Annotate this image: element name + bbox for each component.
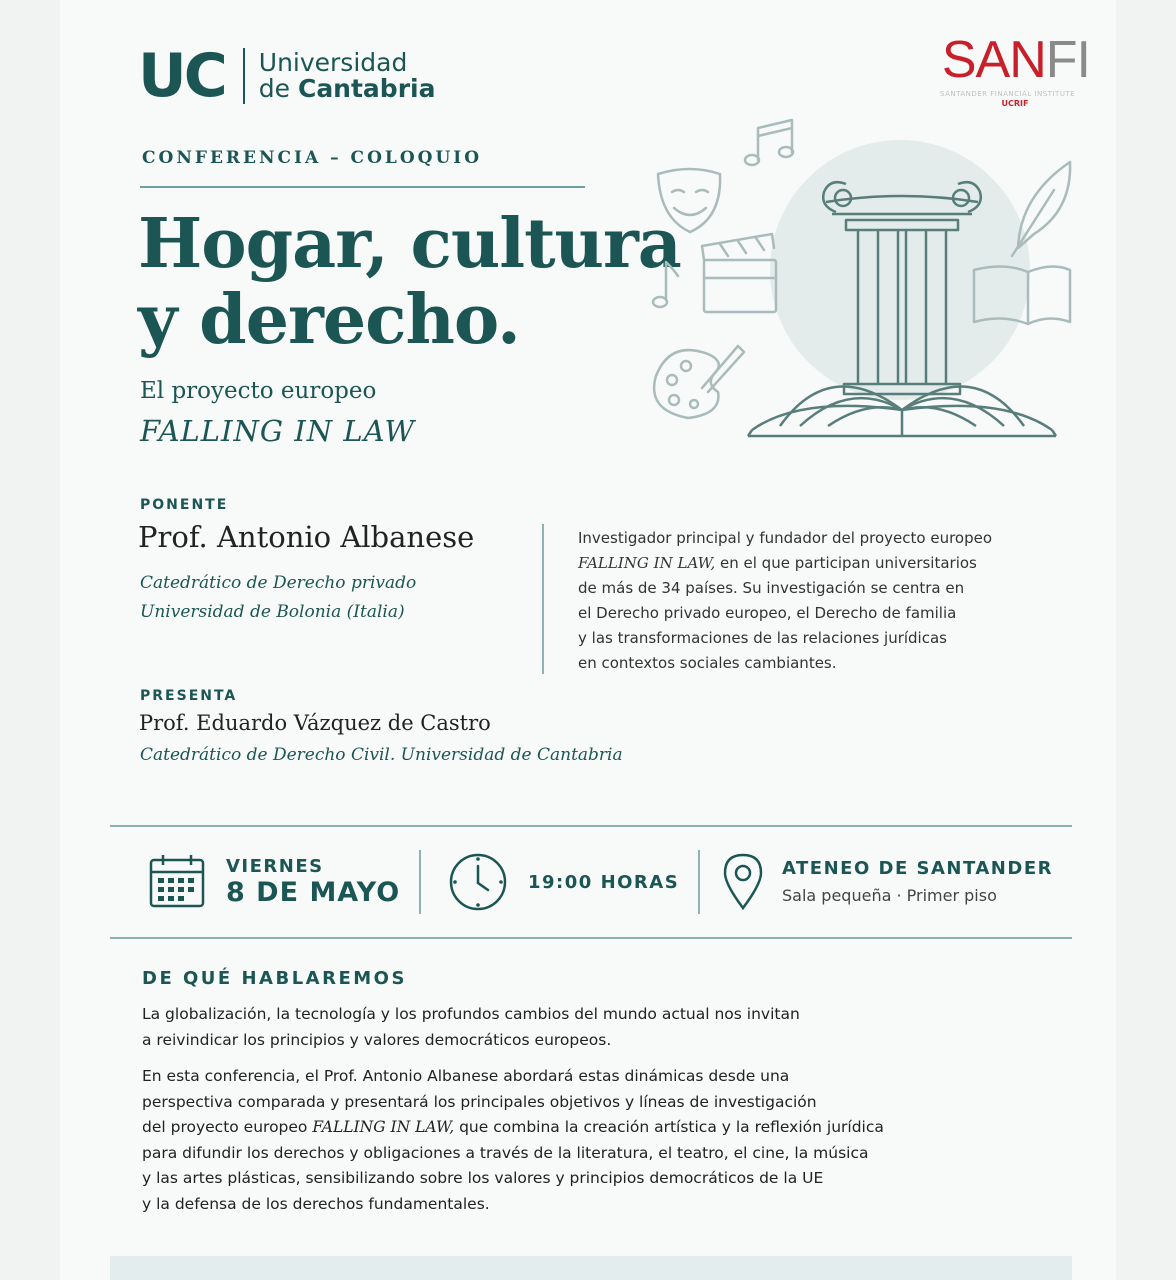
page-title <box>138 206 681 358</box>
bio-line5: y las transformaciones de las relaciones jurídicas <box>578 629 947 647</box>
uc-logo-mark: UC <box>138 41 225 111</box>
p2-project-name: FALLING IN LAW, <box>312 1118 455 1136</box>
theater-masks-icon <box>658 169 720 232</box>
bio-line6: en contextos sociales cambiantes. <box>578 654 837 672</box>
small-note-icon <box>653 262 678 307</box>
culture-illustration <box>640 110 1090 450</box>
bio-line1: Investigador principal y fundador del proyecto europeo <box>578 529 993 547</box>
sanfi-logo <box>940 31 1090 108</box>
music-notes-icon <box>745 120 793 165</box>
info-top-rule <box>110 825 1072 827</box>
event-venue-detail: Sala pequeña · Primer piso <box>782 886 997 905</box>
about-paragraph-2 <box>142 1064 942 1217</box>
uc-logo-line2-pre: de <box>258 74 298 103</box>
p2-line5: y las artes plásticas, sensibilizando sobre los valores y principios democráticos de la UE <box>142 1169 824 1187</box>
event-day: VIERNES <box>226 856 324 877</box>
about-heading: DE QUÉ HABLAREMOS <box>142 968 407 989</box>
p2-line3-pre: del proyecto europeo <box>142 1118 313 1136</box>
p2-line3-post: que combina la creación artística y la reflexión jurídica <box>454 1118 884 1136</box>
speaker-role <box>140 569 416 627</box>
info-divider-2 <box>698 850 700 914</box>
p2-line6: y la defensa de los derechos fundamentales. <box>142 1194 490 1213</box>
event-time: 19:00 HORAS <box>528 872 680 893</box>
bio-line2 <box>578 551 1038 576</box>
uc-logo <box>138 41 436 111</box>
info-divider-1 <box>419 850 421 914</box>
bio-project-name: FALLING IN LAW, <box>578 554 716 572</box>
speaker-bio <box>578 526 1038 676</box>
about-paragraph-1 <box>142 1002 922 1053</box>
quill-icon <box>1012 162 1070 256</box>
event-kicker: CONFERENCIA – COLOQUIO <box>142 148 483 168</box>
presenter-name: Prof. Eduardo Vázquez de Castro <box>139 711 491 735</box>
p2-line4: para difundir los derechos y obligaciones a través de la literatura, el teatro, el cine, la música <box>142 1143 869 1162</box>
sanfi-subtitle: SANTANDER FINANCIAL INSTITUTE <box>940 90 1076 98</box>
title-line-2: y derecho. <box>138 280 520 360</box>
kicker-divider <box>140 186 585 188</box>
uc-logo-line1: Universidad <box>258 47 408 77</box>
calendar-icon <box>148 852 206 910</box>
speaker-role-line2: Universidad de Bolonia (Italia) <box>140 602 405 622</box>
project-name: FALLING IN LAW <box>140 414 416 448</box>
speaker-name: Prof. Antonio Albanese <box>138 520 475 554</box>
info-bottom-rule <box>110 937 1072 939</box>
bio-line2-rest: en el que participan universitarios <box>715 554 977 572</box>
subtitle: El proyecto europeo <box>140 378 377 404</box>
p2-line1: En esta conferencia, el Prof. Antonio Albanese abordará estas dinámicas desde una <box>142 1067 790 1085</box>
sanfi-ucrif: UCRIF <box>1001 99 1029 108</box>
speaker-role-line1: Catedrático de Derecho privado <box>140 573 417 593</box>
footer-bar <box>110 1256 1072 1280</box>
location-pin-icon <box>722 852 764 912</box>
p2-line2: perspectiva comparada y presentará los principales objetivos y líneas de investigación <box>142 1092 817 1111</box>
sanfi-wordmark <box>940 31 1090 89</box>
bio-line4: el Derecho privado europeo, el Derecho de familia <box>578 604 957 622</box>
p1-line2: a reivindicar los principios y valores democráticos europeos. <box>142 1030 612 1049</box>
speaker-divider <box>542 524 544 674</box>
title-line-1: Hogar, cultura <box>138 204 681 284</box>
presenter-role: Catedrático de Derecho Civil. Universidad de Cantabria <box>140 745 623 765</box>
illustration-backdrop <box>770 140 1030 400</box>
p2-line3 <box>142 1115 942 1141</box>
sanfi-grey-text: FI <box>1045 31 1090 89</box>
uc-logo-separator <box>243 48 245 104</box>
event-date: 8 DE MAYO <box>226 877 401 908</box>
clock-icon <box>448 852 508 912</box>
uc-logo-text <box>258 47 436 103</box>
p1-line1: La globalización, la tecnología y los profundos cambios del mundo actual nos invitan <box>142 1005 800 1023</box>
presenter-label: PRESENTA <box>140 688 238 704</box>
speaker-label: PONENTE <box>140 497 229 513</box>
event-venue: ATENEO DE SANTANDER <box>782 858 1053 879</box>
clapperboard-icon <box>702 234 776 312</box>
bio-line3: de más de 34 países. Su investigación se centra en <box>578 579 965 597</box>
sanfi-red-text: SAN <box>941 31 1046 89</box>
uc-logo-line2-bold: Cantabria <box>297 74 436 103</box>
palette-icon <box>654 346 744 418</box>
